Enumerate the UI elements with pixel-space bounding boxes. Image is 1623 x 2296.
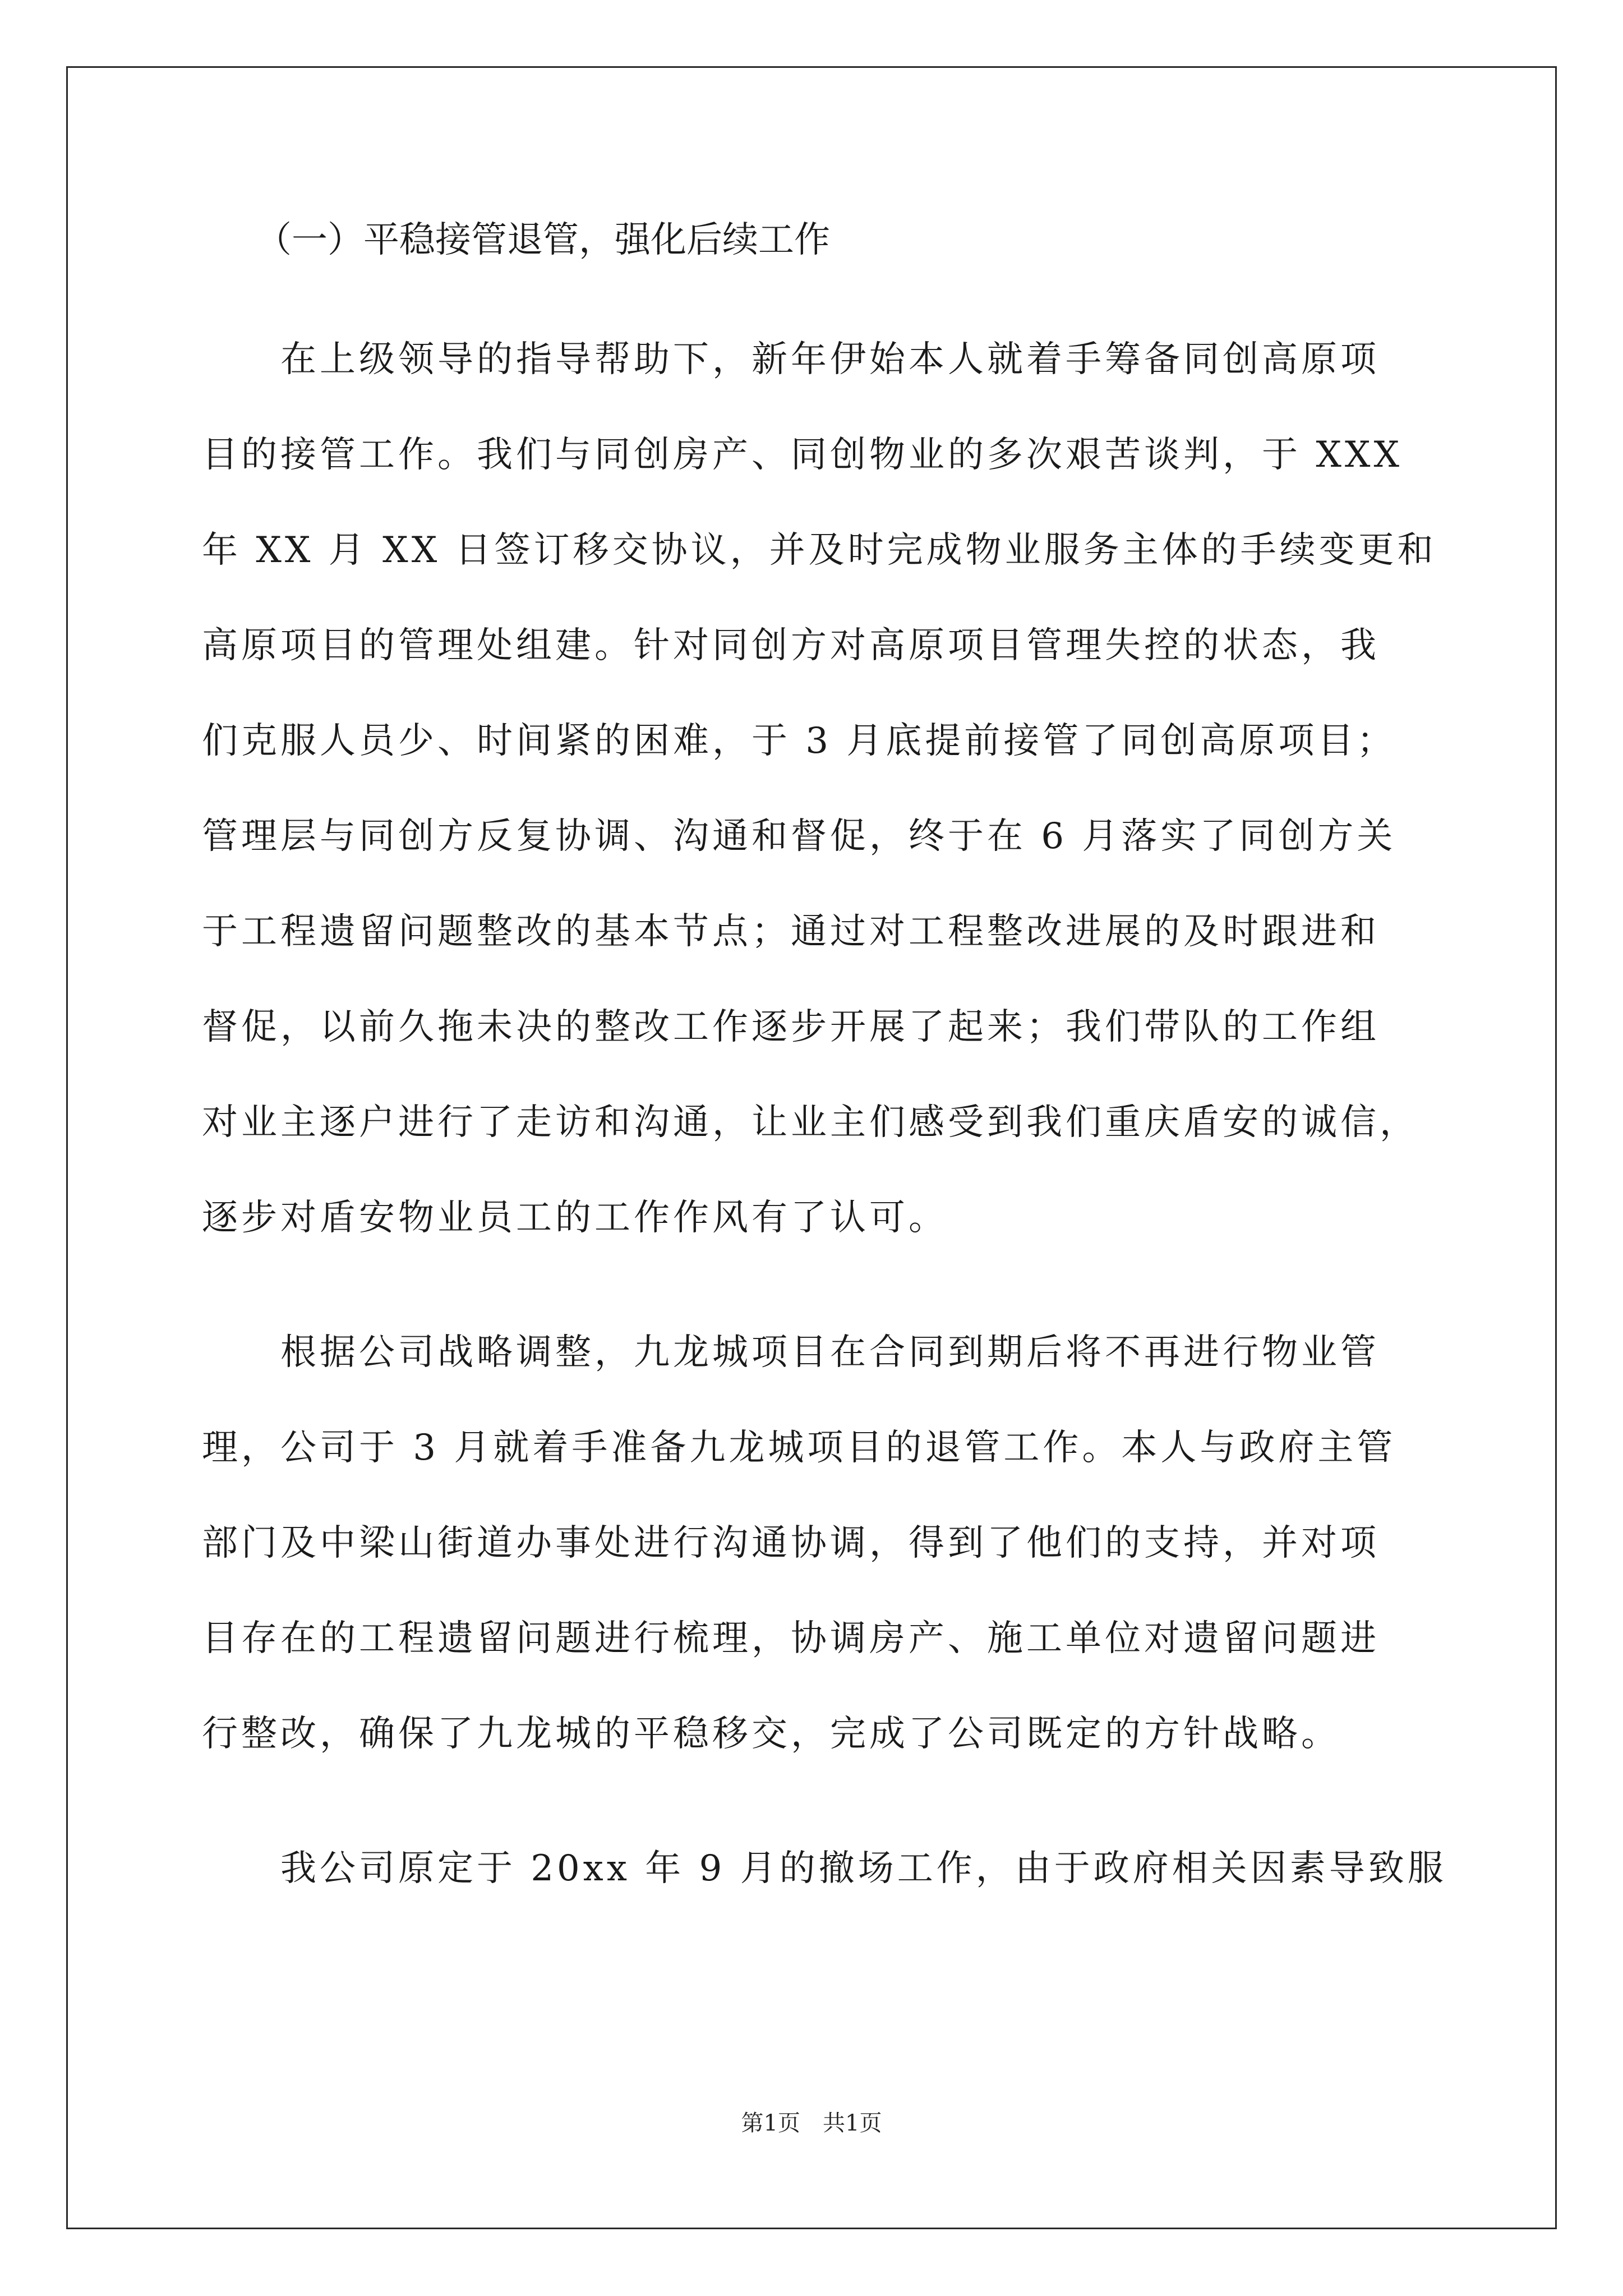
text-line: 高原项目的管理处组建。针对同创方对高原项目管理失控的状态，我: [202, 625, 1380, 666]
text-line: 于工程遗留问题整改的基本节点；通过对工程整改进展的及时跟进和: [202, 911, 1380, 953]
document-body: [202, 213, 1447, 1955]
paragraph-2: [202, 1305, 1424, 1782]
text-line: 我公司原定于 20xx 年 9 月的撤场工作，由于政府相关因素导致服: [280, 1848, 1447, 1889]
page-footer: 第1页 共1页: [741, 2110, 882, 2136]
text-line: 行整改，确保了九龙城的平稳移交，完成了公司既定的方针战略。: [202, 1713, 1340, 1755]
text-line: 对业主逐户进行了走访和沟通，让业主们感受到我们重庆盾安的诚信，: [202, 1102, 1419, 1143]
text-line: 们克服人员少、时间紧的困难，于 3 月底提前接管了同创高原项目；: [202, 720, 1396, 762]
text-line: 目存在的工程遗留问题进行梳理，协调房产、施工单位对遗留问题进: [202, 1618, 1380, 1659]
text-line: 管理层与同创方反复协调、沟通和督促，终于在 6 月落实了同创方关: [202, 816, 1396, 857]
text-line: 在上级领导的指导帮助下，新年伊始本人就着手筹备同创高原项: [280, 339, 1380, 380]
paragraph-3: [202, 1821, 1447, 1916]
text-line: 逐步对盾安物业员工的工作作风有了认可。: [202, 1197, 948, 1239]
text-line: 部门及中梁山街道办事处进行沟通协调，得到了他们的支持，并对项: [202, 1522, 1380, 1564]
text-line: 根据公司战略调整，九龙城项目在合同到期后将不再进行物业管: [280, 1332, 1380, 1373]
section-heading: （一）平稳接管退管，强化后续工作: [256, 219, 830, 261]
text-line: 年 XX 月 XX 日签订移交协议，并及时完成物业服务主体的手续变更和: [202, 530, 1437, 571]
text-line: 督促，以前久拖未决的整改工作逐步开展了起来；我们带队的工作组: [202, 1006, 1380, 1048]
paragraph-1: [202, 312, 1437, 1266]
text-line: 目的接管工作。我们与同创房产、同创物业的多次艰苦谈判，于 XXX: [202, 434, 1403, 476]
text-line: 理，公司于 3 月就着手准备九龙城项目的退管工作。本人与政府主管: [202, 1427, 1396, 1469]
